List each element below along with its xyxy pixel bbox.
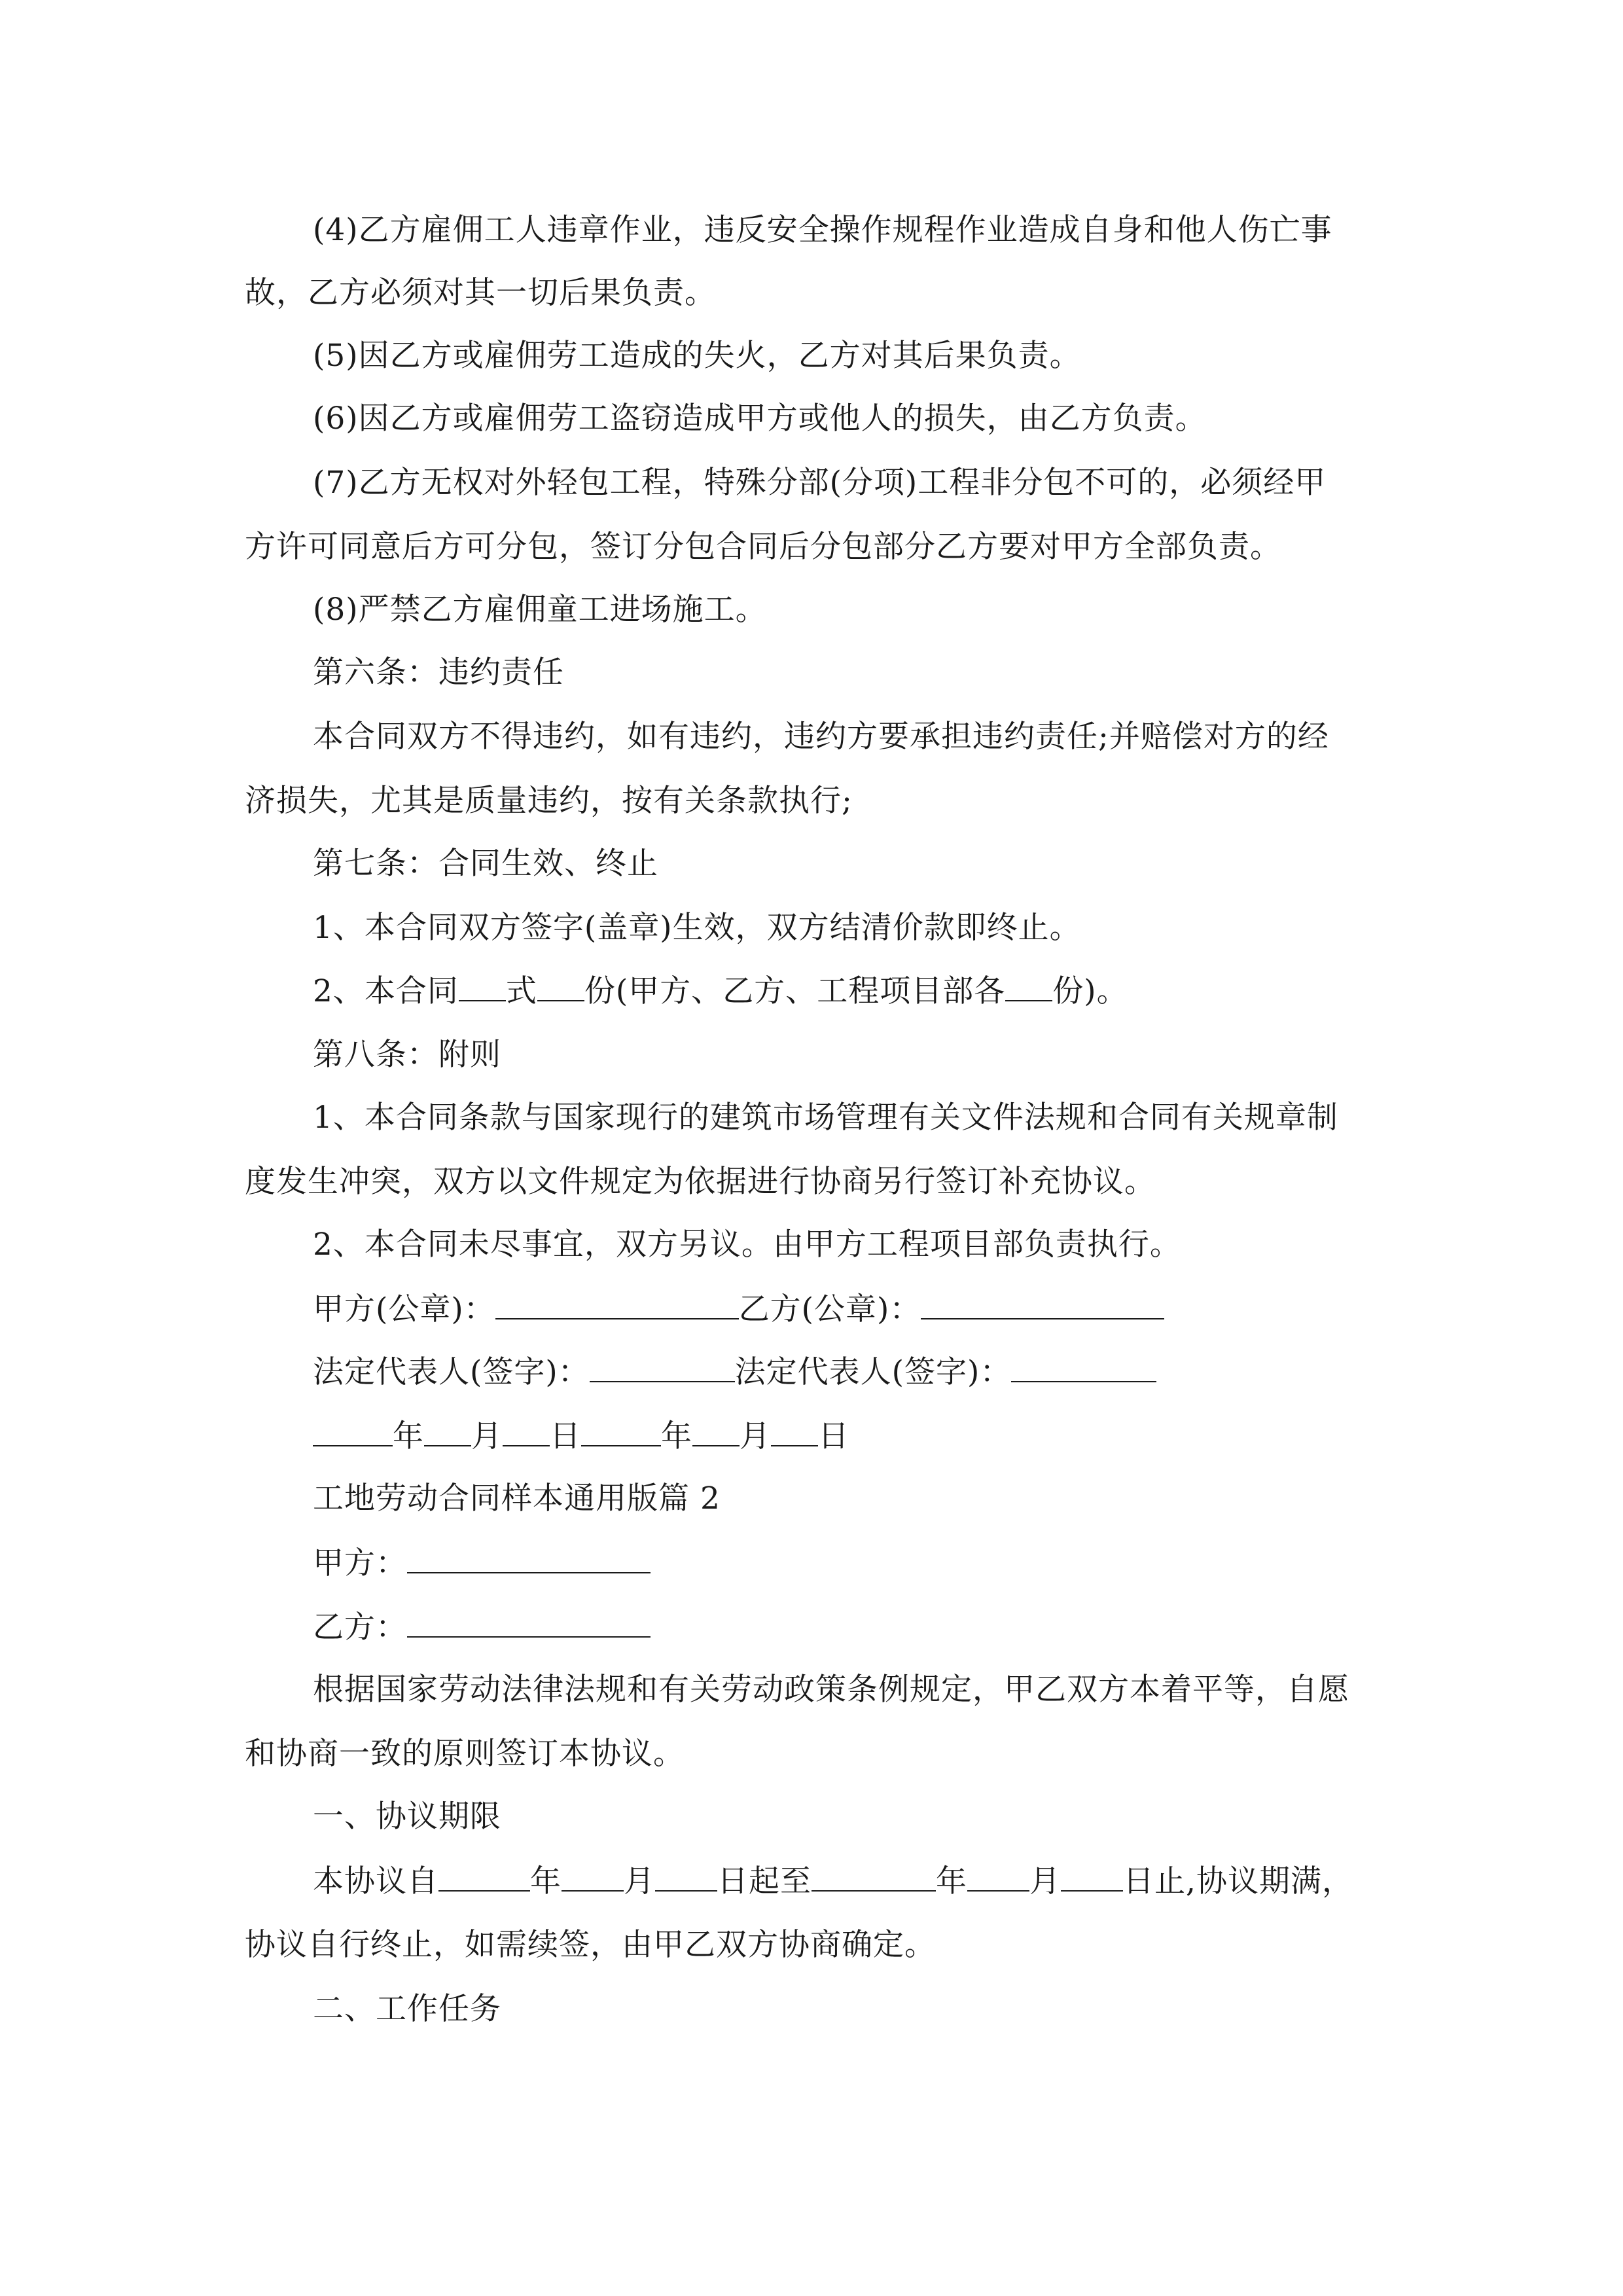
month-label: 月 [1029, 1863, 1061, 1899]
section-title: 工地劳动合同样本通用版篇 2 [313, 1480, 721, 1516]
article-6-line-2: 济损失，尤其是质量违约，按有关条款执行; [245, 783, 853, 819]
month-field[interactable] [692, 1416, 740, 1446]
clause-6: (6)因乙方或雇佣劳工盗窃造成甲方或他人的损失，由乙方负责。 [313, 401, 1207, 437]
article-7-heading: 第七条：合同生效、终止 [313, 846, 658, 882]
day-field[interactable] [771, 1416, 818, 1446]
article-7-item-1: 1、本合同双方签字(盖章)生效，双方结清价款即终止。 [313, 910, 1081, 946]
start-day-field[interactable] [655, 1861, 717, 1892]
article-6-heading: 第六条：违约责任 [313, 655, 564, 691]
start-month-field[interactable] [562, 1861, 624, 1892]
year-field[interactable] [581, 1416, 661, 1446]
month-label: 月 [624, 1863, 655, 1899]
party-b-rep-label: 法定代表人(签字)： [734, 1354, 1012, 1390]
year-label: 年 [936, 1863, 967, 1899]
year-label: 年 [393, 1418, 424, 1454]
party-a-field[interactable] [407, 1543, 651, 1573]
copies-text-2: 式 [505, 973, 537, 1009]
clause-4-line-2: 故，乙方必须对其一切后果负责。 [245, 275, 716, 311]
party-a-label: 甲方： [313, 1545, 407, 1581]
year-label: 年 [661, 1418, 692, 1454]
clause-5: (5)因乙方或雇佣劳工造成的失火，乙方对其后果负责。 [313, 338, 1081, 374]
day-label: 日 [818, 1418, 849, 1454]
party-a-line [313, 1543, 651, 1583]
clause-7-line-2: 方许可同意后方可分包，签订分包合同后分包部分乙方要对甲方全部负责。 [245, 529, 1281, 565]
month-label: 月 [740, 1418, 771, 1454]
term-line-2: 协议自行终止，如需续签，由甲乙双方协商确定。 [245, 1927, 936, 1963]
task-heading: 二、工作任务 [313, 1991, 501, 2027]
year-field[interactable] [313, 1416, 393, 1446]
party-seal-line [313, 1289, 1164, 1329]
copies-text-3: 份(甲方、乙方、工程项目部各 [584, 973, 1006, 1009]
start-year-field[interactable] [438, 1861, 530, 1892]
term-text-2: 日起至 [717, 1863, 812, 1899]
term-text-3: 日止,协议期满， [1123, 1863, 1353, 1899]
party-b-label: 乙方： [313, 1609, 407, 1645]
year-label: 年 [530, 1863, 562, 1899]
preamble-line-2: 和协商一致的原则签订本协议。 [245, 1736, 685, 1772]
end-year-field[interactable] [812, 1861, 936, 1892]
party-b-field[interactable] [407, 1607, 651, 1638]
preamble-line-1: 根据国家劳动法律法规和有关劳动政策条例规定，甲乙双方本着平等，自愿 [313, 1672, 1349, 1708]
date-line [313, 1416, 849, 1456]
month-label: 月 [471, 1418, 503, 1454]
party-a-rep-label: 法定代表人(签字)： [313, 1354, 590, 1390]
article-6-line-1: 本合同双方不得违约，如有违约，违约方要承担违约责任;并赔偿对方的经 [313, 719, 1329, 755]
article-8-heading: 第八条：附则 [313, 1037, 501, 1073]
clause-4-line-1: (4)乙方雇佣工人违章作业，违反安全操作规程作业造成自身和他人伤亡事 [313, 212, 1332, 248]
month-field[interactable] [424, 1416, 471, 1446]
article-7-item-2 [313, 971, 1128, 1011]
article-8-item-1-line-2: 度发生冲突，双方以文件规定为依据进行协商另行签订补充协议。 [245, 1164, 1156, 1200]
end-day-field[interactable] [1061, 1861, 1123, 1892]
day-field[interactable] [503, 1416, 550, 1446]
copies-text-1: 2、本合同 [313, 973, 459, 1009]
article-8-item-1-line-1: 1、本合同条款与国家现行的建筑市场管理有关文件法规和合同有关规章制 [313, 1100, 1338, 1136]
term-heading: 一、协议期限 [313, 1799, 501, 1835]
party-b-line [313, 1607, 651, 1647]
party-b-seal-label: 乙方(公章)： [738, 1291, 921, 1327]
term-text-1: 本协议自 [313, 1863, 438, 1899]
day-label: 日 [550, 1418, 581, 1454]
article-8-item-2: 2、本合同未尽事宜，双方另议。由甲方工程项目部负责执行。 [313, 1227, 1181, 1263]
legal-rep-line [313, 1352, 1156, 1391]
end-month-field[interactable] [967, 1861, 1029, 1892]
clause-8: (8)严禁乙方雇佣童工进场施工。 [313, 592, 767, 628]
blank-field[interactable] [1005, 971, 1052, 1001]
copies-text-4: 份)。 [1052, 973, 1128, 1009]
term-line-1 [313, 1861, 1353, 1901]
party-a-rep-field[interactable] [590, 1352, 735, 1382]
party-a-seal-field[interactable] [495, 1289, 739, 1319]
party-b-seal-field[interactable] [921, 1289, 1164, 1319]
blank-field[interactable] [459, 971, 506, 1001]
clause-7-line-1: (7)乙方无权对外轻包工程，特殊分部(分项)工程非分包不可的，必须经甲 [313, 465, 1327, 501]
blank-field[interactable] [537, 971, 584, 1001]
party-a-seal-label: 甲方(公章)： [313, 1291, 495, 1327]
party-b-rep-field[interactable] [1011, 1352, 1156, 1382]
